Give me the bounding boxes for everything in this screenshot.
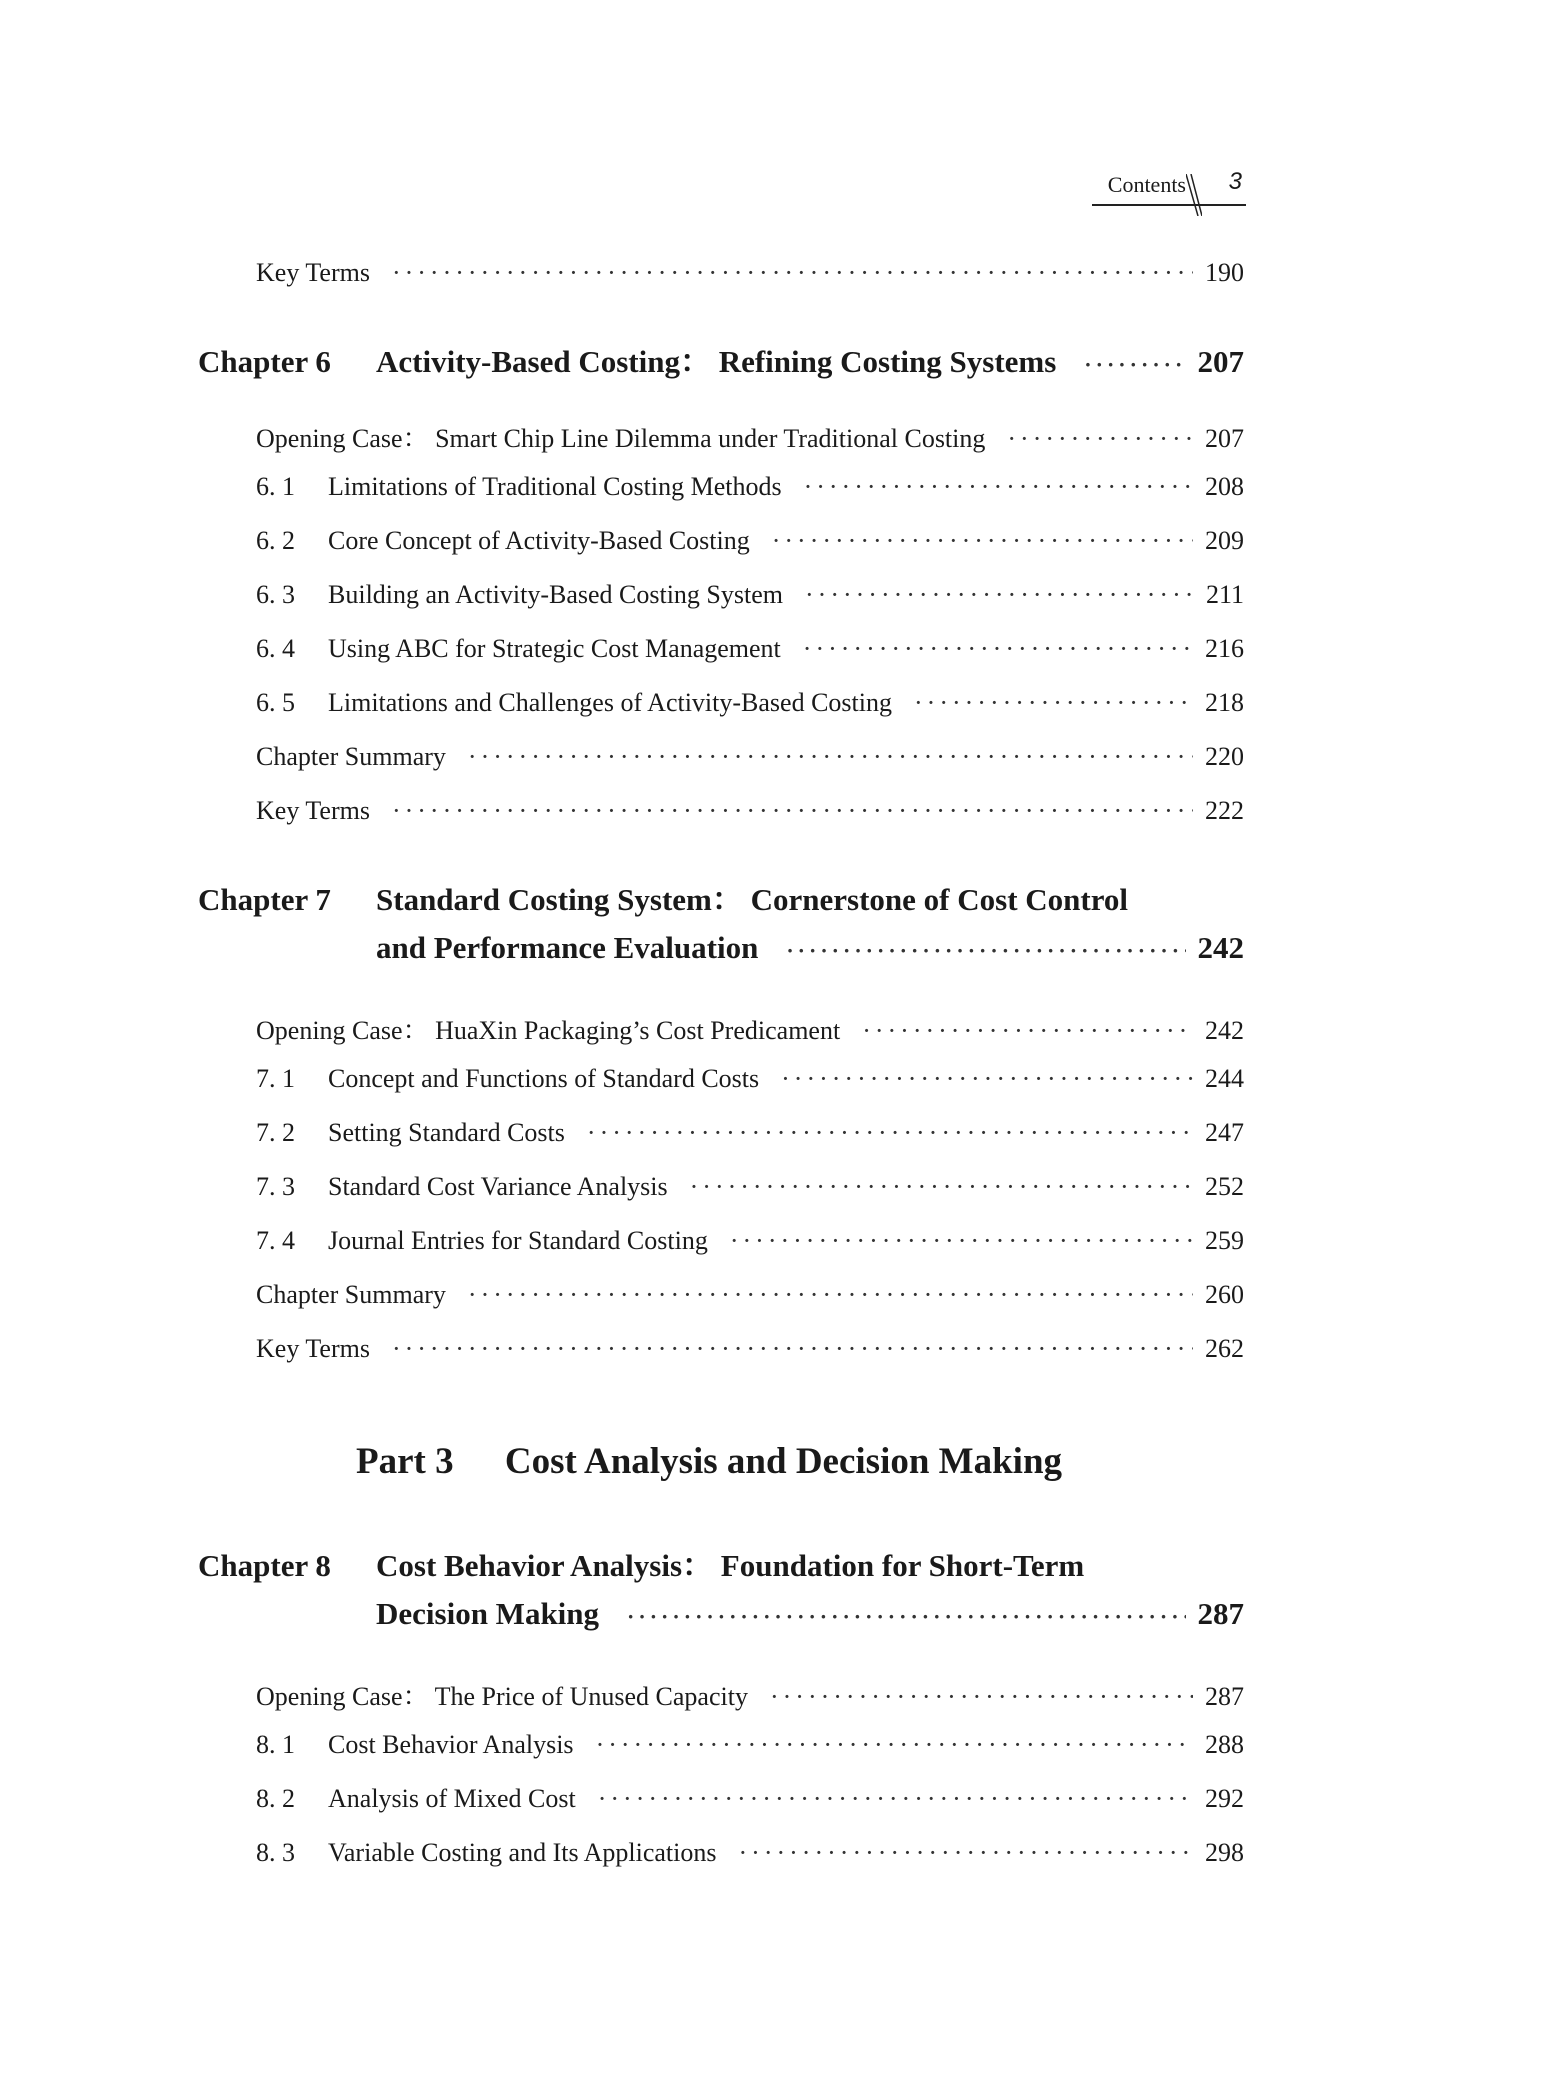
dot-leader [468,1280,1193,1310]
toc-entry[interactable] [256,1334,1244,1370]
chapter-title-line1: Cost Behavior Analysis： Foundation for Short-Term [376,1548,1085,1583]
entry-title: Using ABC for Strategic Cost Management [328,634,781,663]
dot-leader [598,1784,1193,1814]
entry-page: 287 [1205,1682,1244,1711]
dot-leader [587,1118,1193,1148]
entry-page: 207 [1205,424,1244,453]
entry-page: 252 [1205,1172,1244,1201]
dot-leader [805,580,1194,610]
toc-entry[interactable] [256,1730,1244,1766]
chapter-label: Chapter 7 [198,882,331,917]
header-page-number: 3 [1228,168,1242,195]
dot-leader [862,1016,1193,1046]
entry-title: Building an Activity-Based Costing System [328,580,783,609]
chapter-title-line2: Decision Making [376,1596,600,1631]
entry-page: 190 [1205,258,1244,287]
chapter-label: Chapter 8 [198,1548,331,1583]
entry-page: 247 [1205,1118,1244,1147]
dot-leader [392,1334,1193,1364]
entry-page: 208 [1205,472,1244,501]
entry-page: 220 [1205,742,1244,771]
chapter-heading-continued[interactable] [376,930,1244,974]
entry-title: Opening Case： The Price of Unused Capacity [256,1682,748,1711]
section-number: 8. 1 [256,1730,295,1759]
chapter-title-line1: Standard Costing System： Cornerstone of Cost Control [376,882,1129,917]
entry-title: Standard Cost Variance Analysis [328,1172,668,1201]
toc-entry[interactable] [256,580,1244,616]
toc-entry[interactable] [256,258,1244,294]
dot-leader [739,1838,1193,1868]
section-number: 7. 2 [256,1118,295,1147]
toc-entry[interactable] [256,472,1244,508]
dot-leader [468,742,1193,772]
chapter-heading[interactable] [198,1540,1084,1584]
toc-entry[interactable] [256,418,1244,454]
dot-leader [803,634,1193,664]
dot-leader [730,1226,1193,1256]
entry-title: Variable Costing and Its Applications [328,1838,717,1867]
header-label: Contents [1107,172,1186,197]
section-number: 6. 1 [256,472,295,501]
dot-leader [690,1172,1193,1202]
entry-title: Limitations of Traditional Costing Methods [328,472,782,501]
dot-leader [914,688,1193,718]
dot-leader [1084,352,1185,378]
section-number: 7. 1 [256,1064,295,1093]
section-number: 6. 5 [256,688,295,717]
entry-page: 218 [1205,688,1244,717]
section-number: 8. 3 [256,1838,295,1867]
chapter-page: 242 [1197,930,1244,965]
chapter-label: Chapter 6 [198,344,331,379]
entry-title: Journal Entries for Standard Costing [328,1226,708,1255]
running-header [1092,168,1246,206]
dot-leader [1007,424,1193,454]
entry-page: 211 [1205,580,1244,609]
entry-page: 298 [1205,1838,1244,1867]
toc-entry[interactable] [256,634,1244,670]
entry-page: 242 [1205,1016,1244,1045]
entry-title: Cost Behavior Analysis [328,1730,574,1759]
chapter-heading-continued[interactable] [376,1596,1244,1640]
toc-entry[interactable] [256,688,1244,724]
section-number: 6. 4 [256,634,295,663]
toc-entry[interactable] [256,796,1244,832]
entry-title: Opening Case： HuaXin Packaging’s Cost Predicament [256,1016,841,1045]
toc-entry[interactable] [256,1676,1244,1712]
entry-title: Limitations and Challenges of Activity-Based Costing [328,688,892,717]
dot-leader [392,258,1193,288]
entry-title: Chapter Summary [256,1280,446,1309]
toc-entry[interactable] [256,1784,1244,1820]
dot-leader [770,1682,1193,1712]
chapter-page: 207 [1197,344,1244,379]
entry-title: Setting Standard Costs [328,1118,565,1147]
entry-title: Core Concept of Activity-Based Costing [328,526,750,555]
entry-page: 259 [1205,1226,1244,1255]
entry-title: Opening Case： Smart Chip Line Dilemma under Traditional Costing [256,424,986,453]
part-heading[interactable] [356,1440,1062,1483]
entry-page: 292 [1205,1784,1244,1813]
section-number: 6. 2 [256,526,295,555]
dot-leader [772,526,1193,556]
entry-title: Analysis of Mixed Cost [328,1784,576,1813]
toc-entry[interactable] [256,1280,1244,1316]
toc-entry[interactable] [256,526,1244,562]
entry-page: 288 [1205,1730,1244,1759]
chapter-heading[interactable] [198,336,1244,380]
dot-leader [627,1604,1185,1630]
entry-title: Key Terms [256,796,370,825]
chapter-page: 287 [1197,1596,1244,1631]
entry-page: 262 [1205,1334,1244,1363]
toc-entry[interactable] [256,1118,1244,1154]
entry-page: 260 [1205,1280,1244,1309]
dot-leader [804,472,1193,502]
entry-title: Key Terms [256,258,370,287]
entry-page: 222 [1205,796,1244,825]
section-number: 8. 2 [256,1784,295,1813]
entry-page: 244 [1205,1064,1244,1093]
toc-entry[interactable] [256,1064,1244,1100]
part-label: Part 3 [356,1441,454,1482]
entry-title: Chapter Summary [256,742,446,771]
toc-entry[interactable] [256,742,1244,778]
toc-entry[interactable] [256,1010,1244,1046]
section-number: 7. 4 [256,1226,295,1255]
chapter-heading[interactable] [198,874,1128,918]
dot-leader [781,1064,1193,1094]
dot-leader [392,796,1193,826]
part-title: Cost Analysis and Decision Making [504,1441,1063,1482]
entry-page: 216 [1205,634,1244,663]
toc-entry[interactable] [256,1226,1244,1262]
section-number: 7. 3 [256,1172,295,1201]
dot-leader [786,938,1185,964]
double-slash-ornament [1186,174,1202,216]
chapter-title-line2: and Performance Evaluation [376,930,759,965]
toc-entry[interactable] [256,1172,1244,1208]
toc-entry[interactable] [256,1838,1244,1874]
chapter-title: Activity-Based Costing： Refining Costing Systems [376,344,1057,379]
entry-page: 209 [1205,526,1244,555]
dot-leader [596,1730,1193,1760]
section-number: 6. 3 [256,580,295,609]
entry-title: Key Terms [256,1334,370,1363]
entry-title: Concept and Functions of Standard Costs [328,1064,760,1093]
